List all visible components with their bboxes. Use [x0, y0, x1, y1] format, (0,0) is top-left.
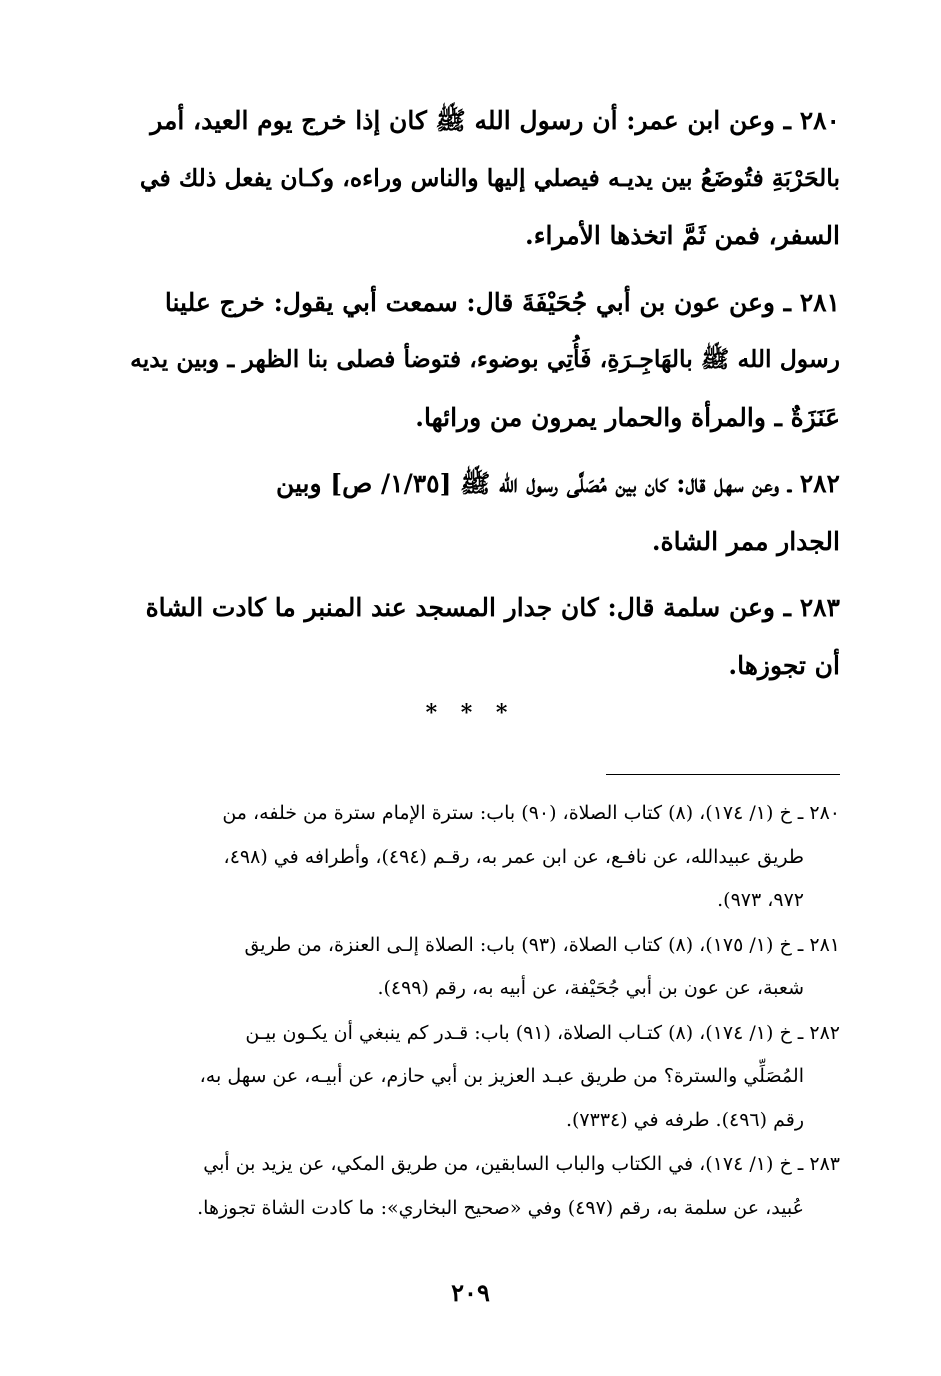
text-line: ٢٨٣ ـ وعن سلمة قال: كان جدار المسجد عند المنبر ما كادت الشاة: [145, 593, 840, 622]
hadith-281: [128, 274, 840, 447]
footnote-line: ٩٧٢، ٩٧٣).: [717, 889, 804, 911]
footnote-line: المُصَلِّي والسترة؟ من طريق عبـد العزيز بن أبي حازم، عن أبيـه، عن سهل به،: [199, 1065, 804, 1087]
text-line: ٢٨١ ـ وعن عون بن أبي جُحَيْفَةَ قال: سمعت أبي يقول: خرج علينا: [164, 287, 840, 317]
text-line: أن تجوزها.: [728, 650, 840, 680]
footnotes: [128, 792, 840, 1230]
footnote-line: عُبيد، عن سلمة به، رقم (٤٩٧) وفي «صحيح البخاري»: ما كادت الشاة تجوزها.: [197, 1196, 804, 1219]
page-number: ٢٠٩: [451, 1278, 490, 1307]
section-separator: * * *: [425, 700, 516, 726]
text-line: رسول الله ﷺ بالهَاجِـرَةِ، فَأُتِي بوضوء، فتوضأ فصلى بنا الظهر ـ وبين يديه: [130, 345, 840, 373]
footnote-line: ٢٨١ ـ خ (١/ ١٧٥)، (٨) كتاب الصلاة، (٩٣) باب: الصلاة إلـى العنزة، من طريق: [244, 933, 840, 956]
footnote-rule: [606, 774, 840, 775]
footnote-line: ٢٨٣ ـ خ (١/ ١٧٤)، في الكتاب والباب السابقين، من طريق المكي، عن يزيد بن أبي: [203, 1153, 840, 1175]
footnote-line: طريق عبيدالله، عن نافـع، عن ابن عمر به، رقـم (٤٩٤)، وأطرافه في (٤٩٨،: [223, 845, 804, 868]
hadith-280: [128, 92, 840, 265]
hadith-283: [128, 579, 840, 694]
footnote-280: [128, 792, 840, 923]
text-line: الجدار ممر الشاة.: [651, 526, 840, 556]
text-line: السفر، فمن ثَمَّ اتخذها الأمراء.: [525, 221, 840, 250]
text-line: ٢٨٠ ـ وعن ابن عمر: أن رسول الله ﷺ كان إذا خرج يوم العيد، أمر: [150, 106, 840, 135]
text-line: ٢٨٢ ـ وعن سهل قال: كان بين مُصَلَّى رسول الله ﷺ [١/٣٥/ ص] وبين: [275, 469, 840, 498]
text-line: بالحَرْبَةِ فتُوضَعُ بين يديـه فيصلي إليها والناس وراءه، وكـان يفعل ذلك في: [139, 163, 840, 192]
hadith-282: [128, 455, 840, 570]
footnote-282: [128, 1012, 840, 1143]
footnote-line: ٢٨٢ ـ خ (١/ ١٧٤)، (٨) كتـاب الصلاة، (٩١) باب: قـدر كم ينبغي أن يكـون بيـن: [245, 1021, 840, 1044]
footnote-281: [128, 924, 840, 1011]
main-text: [128, 92, 840, 694]
footnote-line: شعبة، عن عون بن أبي جُحَيْفة، عن أبيه به، رقم (٤٩٩).: [377, 977, 804, 999]
footnote-283: [128, 1143, 840, 1230]
text-line: عَنَزَةٌ ـ والمرأة والحمار يمرون من ورائها.: [415, 402, 840, 432]
footnote-line: ٢٨٠ ـ خ (١/ ١٧٤)، (٨) كتاب الصلاة، (٩٠) باب: سترة الإمام سترة من خلفه، من: [222, 802, 840, 824]
footnote-line: رقم (٤٩٦). طرفه في (٧٣٣٤).: [565, 1108, 804, 1131]
